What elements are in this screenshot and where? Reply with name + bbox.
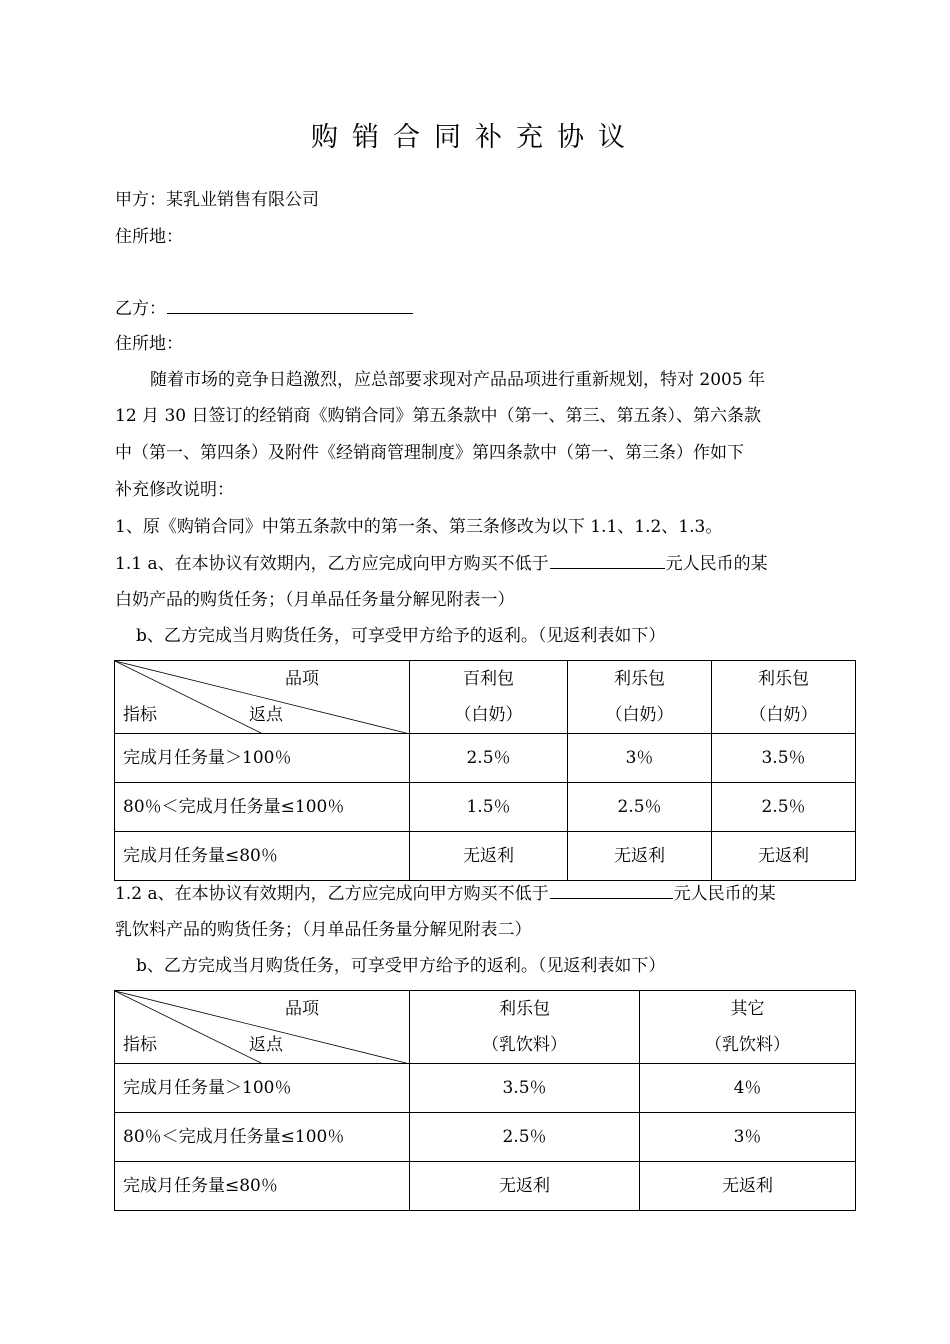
table-row xyxy=(115,1113,856,1162)
column-header xyxy=(568,661,712,734)
table-row xyxy=(115,1162,856,1211)
table-cell: 3％ xyxy=(568,734,712,783)
table-row xyxy=(115,734,856,783)
diagonal-header-cell xyxy=(115,661,410,734)
clause-1-1-a-line2: 白奶产品的购货任务；（月单品任务量分解见附表一） xyxy=(115,590,515,610)
clause-1-2-a-line2: 乳饮料产品的购货任务；（月单品任务量分解见附表二） xyxy=(115,920,532,940)
table-cell: 4％ xyxy=(640,1064,856,1113)
header-rebate-label: 返点 xyxy=(249,1035,283,1055)
table-cell: 无返利 xyxy=(640,1162,856,1211)
table-cell: 2.5％ xyxy=(568,783,712,832)
column-header xyxy=(410,661,568,734)
header-index-label: 指标 xyxy=(123,705,157,725)
table-cell: 3.5％ xyxy=(410,1064,640,1113)
header-rebate-label: 返点 xyxy=(249,705,283,725)
table-cell: 无返利 xyxy=(568,832,712,881)
table-cell: 无返利 xyxy=(410,1162,640,1211)
diagonal-header-cell xyxy=(115,991,410,1064)
row-label: 完成月任务量＞100％ xyxy=(115,734,410,783)
row-label: 80％＜完成月任务量≤100％ xyxy=(115,783,410,832)
rebate-table-2 xyxy=(114,990,856,1211)
clause-1-2-b: b、乙方完成当月购货任务，可享受甲方给予的返利。（见返利表如下） xyxy=(136,956,666,976)
header-item-label: 品项 xyxy=(285,669,319,689)
party-a-address: 住所地： xyxy=(115,227,183,247)
column-name: 利乐包 xyxy=(758,669,809,689)
column-name: 百利包 xyxy=(463,669,514,689)
table-cell: 3.5％ xyxy=(712,734,856,783)
clause-1-1-a xyxy=(115,550,768,577)
table-row xyxy=(115,1064,856,1113)
clause-1-2-amount-blank xyxy=(550,880,673,899)
clause-1-2-a-prefix: 1.2 a、在本协议有效期内，乙方应完成向甲方购买不低于 xyxy=(115,884,549,904)
intro-line-2: 12 月 30 日签订的经销商《购销合同》第五条款中（第一、第三、第五条）、第六条款 xyxy=(115,406,761,426)
intro-line-4: 补充修改说明： xyxy=(115,480,234,500)
table-row xyxy=(115,783,856,832)
clause-1-2-a-suffix: 元人民币的某 xyxy=(673,884,776,904)
table-cell: 2.5％ xyxy=(410,734,568,783)
header-index-label: 指标 xyxy=(123,1035,157,1055)
clause-1-1-amount-blank xyxy=(550,550,665,569)
column-sub: （白奶） xyxy=(454,705,523,725)
intro-line-1: 随着市场的竞争日趋激烈，应总部要求现对产品品项进行重新规划，特对 2005 年 xyxy=(150,370,766,390)
column-name: 其它 xyxy=(730,999,765,1019)
party-b-label: 乙方： xyxy=(115,299,166,319)
clause-1-2-a xyxy=(115,880,776,907)
column-name: 利乐包 xyxy=(614,669,665,689)
column-sub: （白奶） xyxy=(749,705,818,725)
party-b-blank xyxy=(167,295,413,314)
header-item-label: 品项 xyxy=(285,999,319,1019)
page-title: 购销合同补充协议 xyxy=(311,122,639,153)
party-b-address: 住所地： xyxy=(115,334,183,354)
table-header-row xyxy=(115,661,856,734)
row-label: 完成月任务量＞100％ xyxy=(115,1064,410,1113)
row-label: 完成月任务量≤80％ xyxy=(115,832,410,881)
column-sub: （乳饮料） xyxy=(482,1035,567,1055)
column-header xyxy=(410,991,640,1064)
party-a-line xyxy=(115,187,319,213)
row-label: 完成月任务量≤80％ xyxy=(115,1162,410,1211)
clause-1-1-a-prefix: 1.1 a、在本协议有效期内，乙方应完成向甲方购买不低于 xyxy=(115,554,549,574)
clause-1-1-a-suffix: 元人民币的某 xyxy=(665,554,768,574)
table-cell: 无返利 xyxy=(712,832,856,881)
table-cell: 无返利 xyxy=(410,832,568,881)
clause-1: 1、原《购销合同》中第五条款中的第一条、第三条修改为以下 1.1、1.2、1.3。 xyxy=(115,517,723,537)
column-header xyxy=(640,991,856,1064)
table-cell: 1.5％ xyxy=(410,783,568,832)
clause-1-1-b: b、乙方完成当月购货任务，可享受甲方给予的返利。（见返利表如下） xyxy=(136,626,666,646)
party-b-line xyxy=(115,295,414,322)
table-cell: 3％ xyxy=(640,1113,856,1162)
table-row xyxy=(115,832,856,881)
column-sub: （白奶） xyxy=(605,705,674,725)
rebate-table-1 xyxy=(114,660,856,881)
table-header-row xyxy=(115,991,856,1064)
table-cell: 2.5％ xyxy=(410,1113,640,1162)
column-sub: （乳饮料） xyxy=(705,1035,790,1055)
column-name: 利乐包 xyxy=(499,999,550,1019)
column-header xyxy=(712,661,856,734)
intro-line-3: 中（第一、第四条）及附件《经销商管理制度》第四条款中（第一、第三条）作如下 xyxy=(115,443,744,463)
party-a-label: 甲方： xyxy=(115,190,166,210)
row-label: 80％＜完成月任务量≤100％ xyxy=(115,1113,410,1162)
party-a-name: 某乳业销售有限公司 xyxy=(166,190,319,210)
table-cell: 2.5％ xyxy=(712,783,856,832)
